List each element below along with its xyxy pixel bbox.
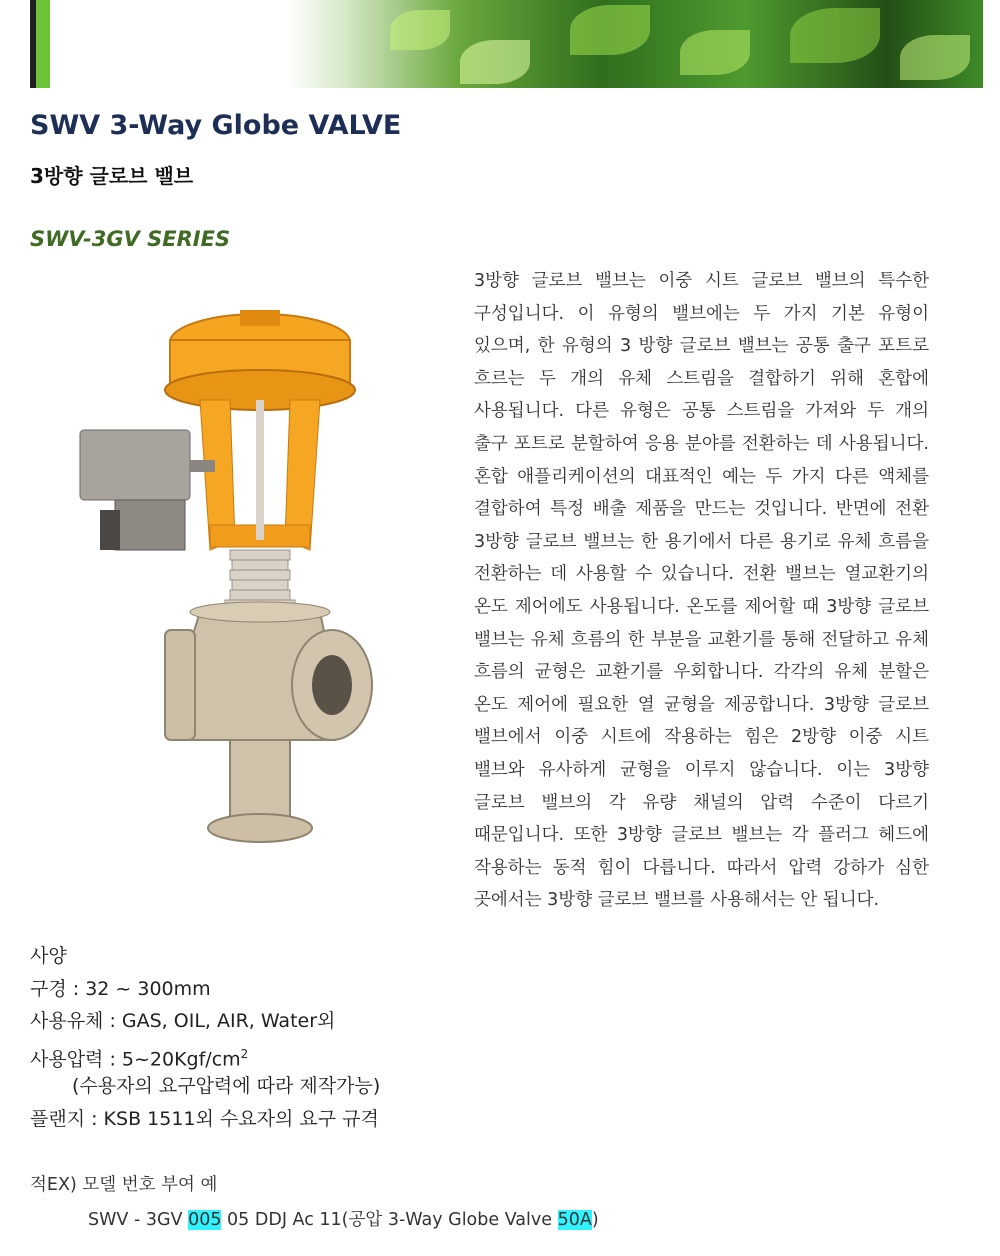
- header-banner: [30, 0, 983, 88]
- model-code-part1: SWV - 3GV: [88, 1210, 189, 1230]
- example-heading: 적EX) 모델 번호 부여 예: [30, 1175, 218, 1195]
- spec-heading: 사양: [30, 945, 67, 967]
- leaf-decoration: [900, 35, 970, 80]
- bottom-flange: [208, 814, 312, 842]
- spec-pressure-sup: 2: [240, 1046, 249, 1061]
- leaf-decoration: [680, 30, 750, 75]
- model-example: [30, 1168, 599, 1238]
- model-code-part3: ): [591, 1210, 599, 1230]
- description-text: 3방향 글로브 밸브는 이중 시트 글로브 밸브의 특수한 구성입니다. 이 유형의 밸브에는 두 가지 기본 유형이 있으며, 한 유형의 3 방향 글로브 밸브는 공통 출구 포트로 흐르는 두 개의 유체 스트림을 결합하기 위해 혼합에 사용됩니다. 다른 유형은 공통 스트림을 가져와 두 개의 출구 포트로 분할하여 응용 분야를 전환하는 데 사용됩니다. 혼합 애플리케이션의 대표적인 예는 두 가지 다른 액체를 결합하여 특정 배출 제품을 만드는 것입니다. 반면에 전환 3방향 글로브 밸브는 한 용기에서 다른 용기로 유체 흐름을 전환하는 데 사용할 수 있습니다. 전환 밸브는 열교환기의 온도 제어에도 사용됩니다. 온도를 제어할 때 3방향 글로브 밸브는 유체 흐름의 한 부분을 교환기를 통해 전달하고 유체 흐름의 균형은 교환기를 우회합니다. 각각의 유체 분할은 온도 제어에 필요한 열 균형을 제공합니다. 3방향 글로브 밸브에서 이중 시트에 작용하는 힘은 2방향 이중 시트 밸브와 유사하게 균형을 이루지 않습니다. 이는 3방향 글로브 밸브의 각 유량 채널의 압력 수준이 다르기 때문입니다. 또한 3방향 글로브 밸브는 각 플러그 헤드에 작용하는 동적 힘이 다릅니다. 따라서 압력 강하가 심한 곳에서는 3방향 글로브 밸브를 사용해서는 안 됩니다.: [474, 271, 929, 911]
- left-flange: [165, 630, 195, 740]
- model-code: [30, 1203, 599, 1238]
- valve-photo-icon: [60, 300, 440, 860]
- model-code-size-highlight: 005: [188, 1210, 222, 1230]
- leaf-decoration: [390, 10, 450, 50]
- series-name: SWV-3GV SERIES: [30, 227, 231, 251]
- spec-flange: 플랜지 : KSB 1511외 수요자의 요구 규격: [30, 1107, 379, 1130]
- spec-pressure: 사용압력 : 5~20Kgf/cm: [30, 1047, 241, 1070]
- spec-size: 구경 : 32 ~ 300mm: [30, 977, 211, 1000]
- spec-fluid: 사용유체 : GAS, OIL, AIR, Water외: [30, 1010, 336, 1032]
- spec-pressure-note: (수용자의 요구압력에 따라 제작가능): [72, 1075, 381, 1097]
- model-code-part2: 05 DDJ Ac 11(공압 3-Way Globe Valve: [221, 1210, 558, 1230]
- banner-green-stripe: [36, 0, 50, 88]
- spec-pressure-row: [30, 1038, 380, 1071]
- leaf-decoration: [460, 40, 530, 84]
- bottom-port: [230, 740, 290, 820]
- positioner: [80, 430, 190, 500]
- model-code-dn-highlight: 50A: [557, 1210, 592, 1230]
- spec-section: [30, 940, 380, 1135]
- leaf-decoration: [570, 5, 650, 55]
- page-title: SWV 3-Way Globe VALVE: [30, 110, 402, 141]
- leaf-decoration: [790, 8, 880, 63]
- page-subtitle: 3방향 글로브 밸브: [30, 164, 194, 188]
